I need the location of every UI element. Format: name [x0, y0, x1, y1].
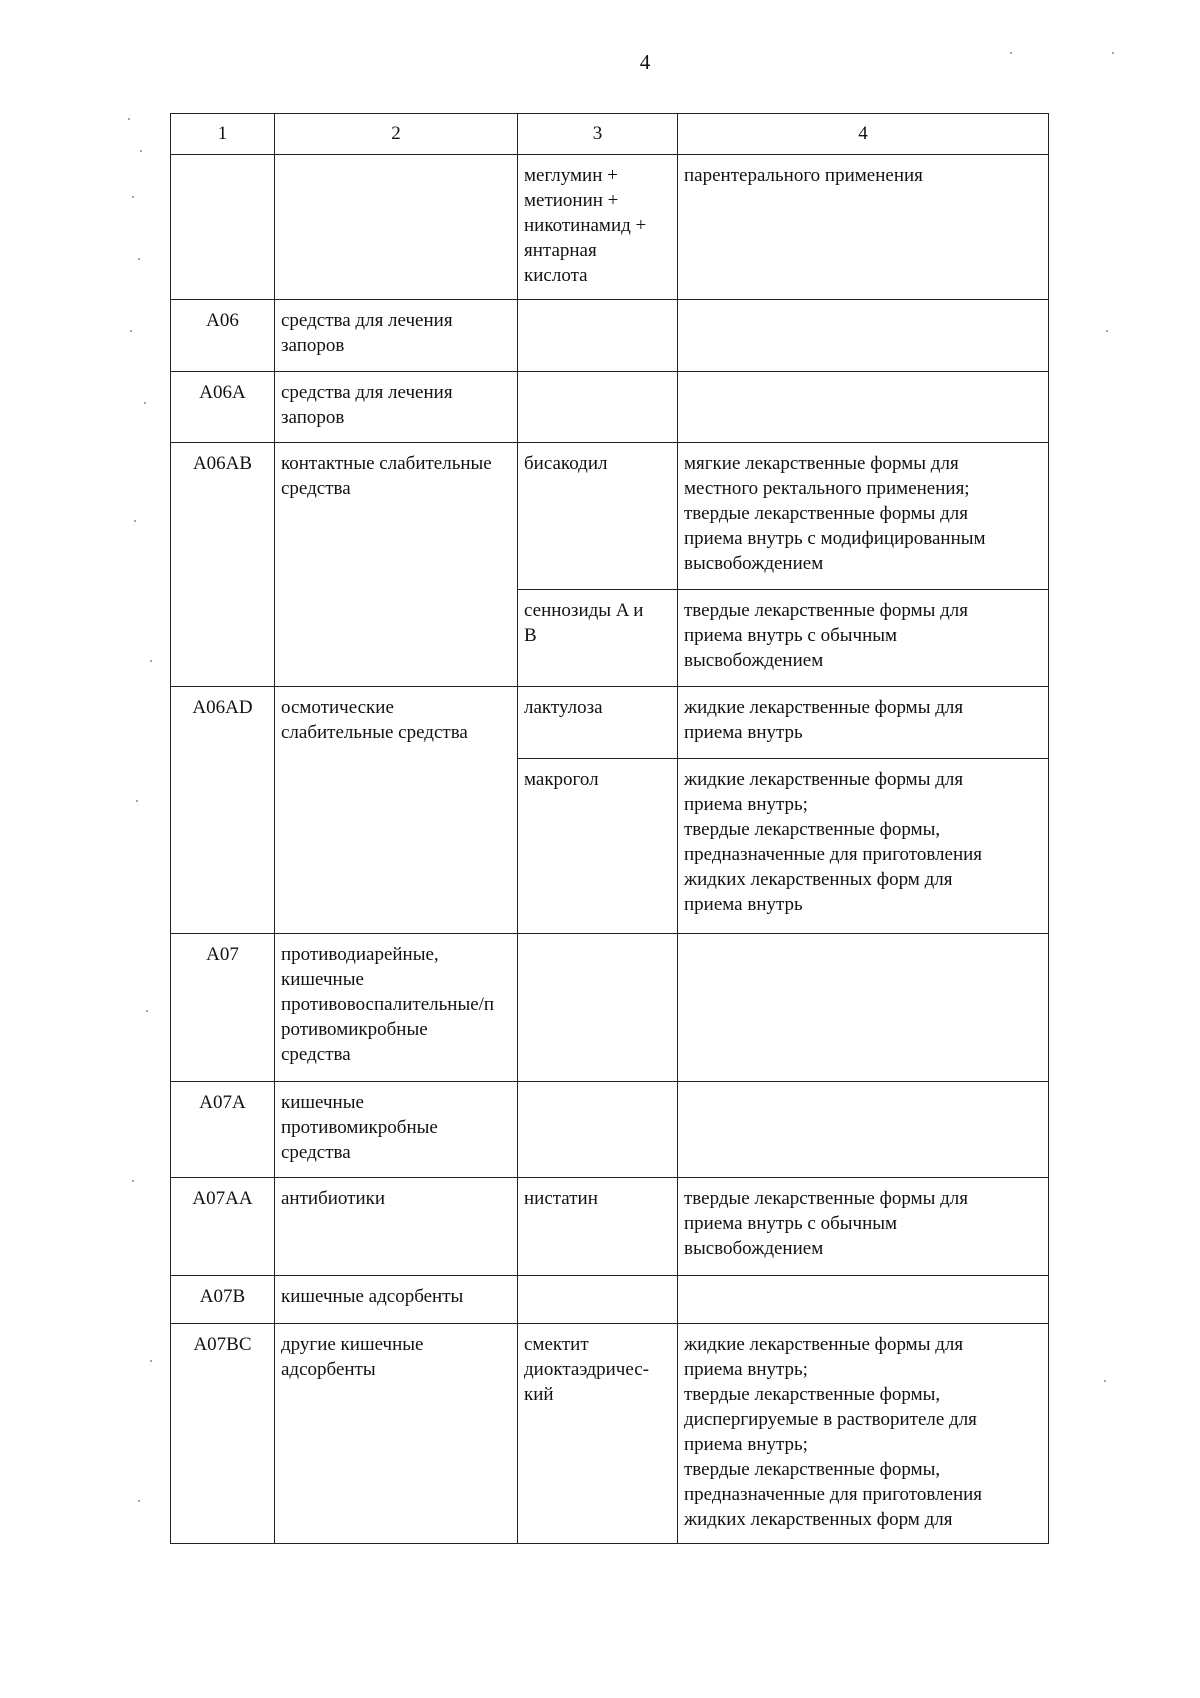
dosage-form-cell: жидкие лекарственные формы для приема внутрь; твердые лекарственные формы, диспергируемые в растворителе для приема внутрь; твердые лекарственные формы, предназначенные для приготовления жидких лекарственных форм для: [678, 1324, 1049, 1544]
column-header: 1: [171, 114, 275, 155]
table-row: [171, 1178, 1049, 1276]
drug-cell: лактулоза: [518, 687, 678, 759]
table-row: [171, 934, 1049, 1082]
dosage-form-cell: [678, 1276, 1049, 1324]
table-row: [171, 155, 1049, 300]
atc-code-cell: A06A: [171, 372, 275, 443]
group-cell: осмотические слабительные средства: [275, 687, 518, 934]
dosage-form-cell: [678, 1082, 1049, 1178]
dosage-form-cell: [678, 300, 1049, 372]
drug-cell: [518, 934, 678, 1082]
group-cell: [275, 155, 518, 300]
drug-cell: [518, 300, 678, 372]
group-cell: средства для лечения запоров: [275, 300, 518, 372]
group-cell: антибиотики: [275, 1178, 518, 1276]
atc-code-cell: A06AB: [171, 443, 275, 687]
drug-cell: нистатин: [518, 1178, 678, 1276]
dosage-form-cell: твердые лекарственные формы для приема внутрь с обычным высвобождением: [678, 590, 1049, 687]
drug-cell: меглумин + метионин + никотинамид + янтарная кислота: [518, 155, 678, 300]
table-row: [171, 372, 1049, 443]
atc-code-cell: A07BC: [171, 1324, 275, 1544]
atc-code-cell: A07AA: [171, 1178, 275, 1276]
table-header-row: [171, 114, 1049, 155]
table-row: [171, 443, 1049, 590]
atc-code-cell: A06AD: [171, 687, 275, 934]
group-cell: кишечные противомикробные средства: [275, 1082, 518, 1178]
drug-cell: [518, 1082, 678, 1178]
dosage-form-cell: [678, 934, 1049, 1082]
table-row: [171, 1276, 1049, 1324]
drug-cell: [518, 372, 678, 443]
column-header: 2: [275, 114, 518, 155]
dosage-form-cell: жидкие лекарственные формы для приема внутрь; твердые лекарственные формы, предназначенные для приготовления жидких лекарственных форм для приема внутрь: [678, 759, 1049, 934]
atc-code-cell: A07A: [171, 1082, 275, 1178]
atc-code-cell: A06: [171, 300, 275, 372]
dosage-form-cell: жидкие лекарственные формы для приема внутрь: [678, 687, 1049, 759]
page-number: 4: [639, 50, 651, 74]
table-row: [171, 1082, 1049, 1178]
table-row: [171, 300, 1049, 372]
dosage-form-cell: [678, 372, 1049, 443]
dosage-form-cell: твердые лекарственные формы для приема внутрь с обычным высвобождением: [678, 1178, 1049, 1276]
column-header: 4: [678, 114, 1049, 155]
group-cell: кишечные адсорбенты: [275, 1276, 518, 1324]
group-cell: контактные слабительные средства: [275, 443, 518, 687]
group-cell: другие кишечные адсорбенты: [275, 1324, 518, 1544]
medication-table: [170, 113, 1049, 1544]
dosage-form-cell: мягкие лекарственные формы для местного ректального применения; твердые лекарственные формы для приема внутрь с модифицированным высвобождением: [678, 443, 1049, 590]
drug-cell: макрогол: [518, 759, 678, 934]
column-header: 3: [518, 114, 678, 155]
drug-cell: смектит диоктаэдричес- кий: [518, 1324, 678, 1544]
atc-code-cell: [171, 155, 275, 300]
table-row: [171, 687, 1049, 759]
drug-cell: [518, 1276, 678, 1324]
dosage-form-cell: парентерального применения: [678, 155, 1049, 300]
drug-cell: бисакодил: [518, 443, 678, 590]
atc-code-cell: A07: [171, 934, 275, 1082]
drug-cell: сеннозиды A и B: [518, 590, 678, 687]
atc-code-cell: A07B: [171, 1276, 275, 1324]
group-cell: средства для лечения запоров: [275, 372, 518, 443]
table-row: [171, 1324, 1049, 1544]
group-cell: противодиарейные, кишечные противовоспалительные/п ротивомикробные средства: [275, 934, 518, 1082]
